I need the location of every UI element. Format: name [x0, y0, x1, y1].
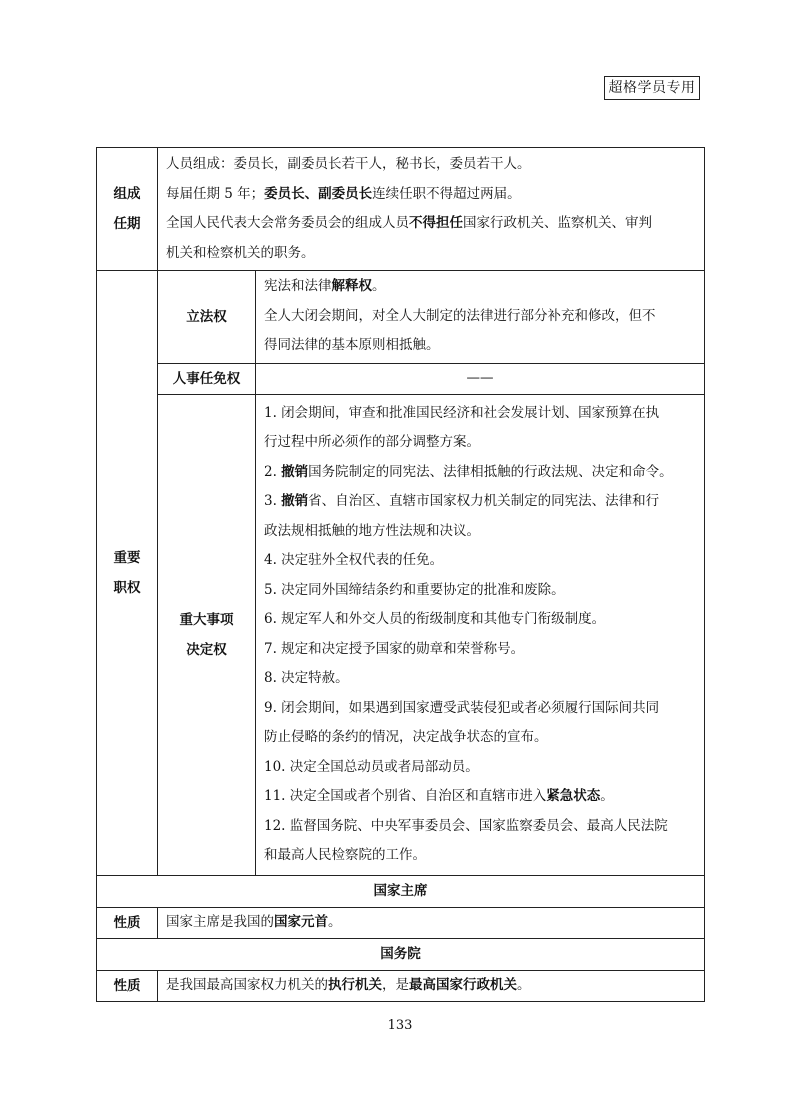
composition-line-1: 人员组成：委员长，副委员长若干人，秘书长，委员若干人。	[166, 156, 531, 172]
nps-standing-committee-table	[96, 147, 705, 1002]
president-nature-row	[97, 907, 705, 938]
major-item-12b: 和最高人民检察院的工作。	[264, 847, 426, 863]
major-item-9a: 9. 闭会期间，如果遇到国家遭受武装侵犯或者必须履行国际间共同	[264, 699, 660, 716]
major-matters-content	[256, 394, 705, 875]
powers-label: 重要 职权	[97, 271, 158, 876]
major-item-4: 4. 决定驻外全权代表的任免。	[264, 552, 444, 568]
legislative-line-1: 宪法和法律解释权。	[264, 278, 386, 294]
president-nature-label: 性质	[97, 907, 158, 938]
legislative-line-2: 全人大闭会期间，对全人大制定的法律进行部分补充和修改，但不	[264, 307, 656, 324]
state-council-nature-label: 性质	[97, 970, 158, 1001]
state-council-nature-row	[97, 970, 705, 1001]
composition-content	[158, 148, 705, 271]
personnel-row	[97, 363, 705, 394]
president-title: 国家主席	[97, 875, 705, 907]
major-item-10: 10. 决定全国总动员或者局部动员。	[264, 758, 479, 775]
major-item-2: 2. 撤销国务院制定的同宪法、法律相抵触的行政法规、决定和命令。	[264, 463, 673, 480]
major-item-9b: 防止侵略的条约的情况，决定战争状态的宣布。	[264, 729, 548, 745]
composition-line-3: 全国人民代表大会常务委员会的组成人员不得担任国家行政机关、监察机关、审判	[166, 215, 652, 231]
major-item-11: 11. 决定全国或者个别省、自治区和直辖市进入紧急状态。	[264, 788, 614, 804]
president-nature-content: 国家主席是我国的国家元首。	[158, 907, 705, 938]
major-item-5: 5. 决定同外国缔结条约和重要协定的批准和废除。	[264, 581, 565, 598]
personnel-label: 人事任免权	[158, 363, 256, 394]
major-item-3b: 政法规相抵触的地方性法规和决议。	[264, 522, 480, 539]
composition-row	[97, 148, 705, 271]
state-council-nature-content: 是我国最高国家权力机关的执行机关，是最高国家行政机关。	[158, 970, 705, 1001]
president-header-row	[97, 875, 705, 907]
major-item-1a: 1. 闭会期间，审查和批准国民经济和社会发展计划、国家预算在执	[264, 404, 660, 421]
major-matters-row	[97, 394, 705, 875]
major-item-8: 8. 决定特赦。	[264, 670, 349, 686]
composition-line-4: 机关和检察机关的职务。	[166, 244, 315, 261]
legislative-label: 立法权	[158, 271, 256, 364]
composition-line-2: 每届任期 5 年；委员长、副委员长连续任职不得超过两届。	[166, 185, 521, 202]
legislative-content	[256, 271, 705, 364]
major-item-3a: 3. 撤销省、自治区、直辖市国家权力机关制定的同宪法、法律和行	[264, 493, 660, 509]
page-number: 133	[387, 1018, 413, 1033]
personnel-content: ——	[256, 363, 705, 394]
major-item-6: 6. 规定军人和外交人员的衔级制度和其他专门衔级制度。	[264, 611, 606, 627]
major-item-1b: 行过程中所必须作的部分调整方案。	[264, 434, 480, 450]
composition-label: 组成 任期	[97, 148, 158, 271]
exclusive-badge: 超格学员专用	[604, 76, 700, 100]
legislative-line-3: 得同法律的基本原则相抵触。	[264, 337, 440, 353]
major-item-7: 7. 规定和决定授予国家的勋章和荣誉称号。	[264, 640, 525, 657]
major-item-12a: 12. 监督国务院、中央军事委员会、国家监察委员会、最高人民法院	[264, 817, 668, 834]
major-matters-label: 重大事项 决定权	[158, 394, 256, 875]
state-council-title: 国务院	[97, 938, 705, 970]
state-council-header-row	[97, 938, 705, 970]
legislative-row	[97, 271, 705, 364]
